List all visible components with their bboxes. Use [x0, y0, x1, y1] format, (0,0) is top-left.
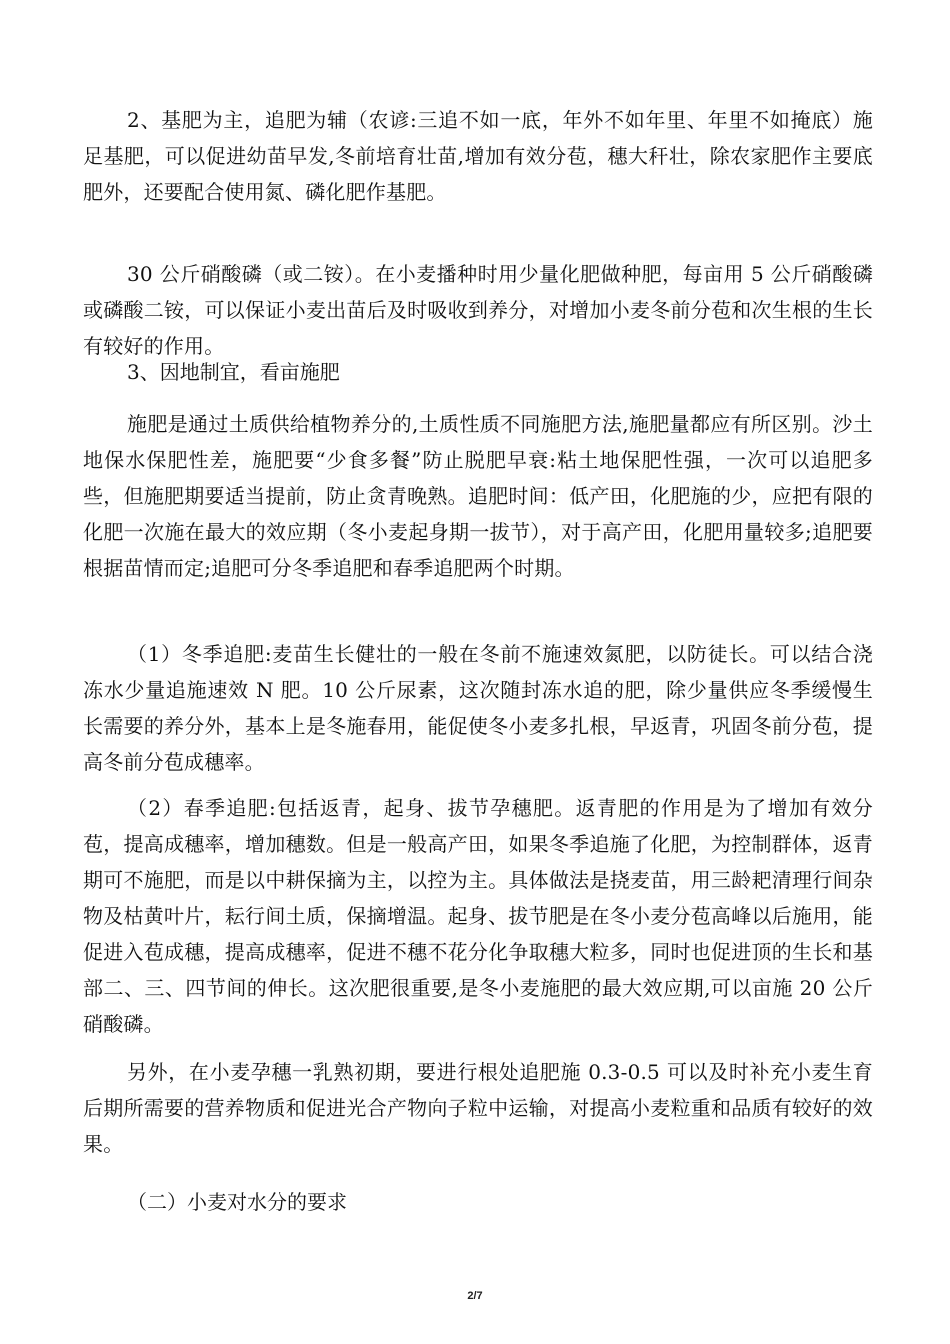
- section-heading-water-requirements: （二）小麦对水分的要求: [127, 1190, 347, 1214]
- paragraph-foliar-fertilizer: 另外，在小麦孕穗一乳熟初期，要进行根处追肥施 0.3-0.5 可以及时补充小麦生育后期所需要的营养物质和促进光合产物向子粒中运输，对提高小麦粒重和品质有较好的效果。: [83, 1060, 873, 1156]
- paragraph-fertilizing-by-soil: 施肥是通过土质供给植物养分的,土质性质不同施肥方法,施肥量都应有所区别。沙土地保水保肥性差，施肥要“少食多餐”防止脱肥早衰:粘土地保肥性强，一次可以追肥多些，但施肥期要适当提前，防止贪青晚熟。追肥时间：低产田，化肥施的少，应把有限的化肥一次施在最大的效应期（冬小麦起身期一拔节），对于高产田，化肥用量较多;追肥要根据苗情而定;追肥可分冬季追肥和春季追肥两个时期。: [83, 412, 873, 580]
- paragraph-seed-fertilizer: 30 公斤硝酸磷（或二铵）。在小麦播种时用少量化肥做种肥，每亩用 5 公斤硝酸磷或磷酸二铵，可以保证小麦出苗后及时吸收到养分，对增加小麦冬前分苞和次生根的生长有较好的作用。: [83, 262, 873, 358]
- paragraph-base-fertilizer: 2、基肥为主，追肥为辅（农谚:三追不如一底，年外不如年里、年里不如掩底）施足基肥，可以促进幼苗早发,冬前培育壮苗,增加有效分苞，穗大秆壮，除农家肥作主要底肥外，还要配合使用氮、磷化肥作基肥。: [83, 108, 873, 204]
- section-heading-site-specific: 3、因地制宜，看亩施肥: [127, 360, 340, 384]
- paragraph-winter-topdressing: （1）冬季追肥:麦苗生长健壮的一般在冬前不施速效氮肥，以防徒长。可以结合浇冻水少量追施速效 N 肥。10 公斤尿素，这次随封冻水追的肥，除少量供应冬季缓慢生长需要的养分外，基本上是冬施春用，能促使冬小麦多扎根，早返青，巩固冬前分苞，提高冬前分苞成穗率。: [83, 642, 873, 774]
- page-number: 2/7: [467, 1290, 483, 1302]
- paragraph-spring-topdressing: （2）春季追肥:包括返青，起身、拔节孕穗肥。返青肥的作用是为了增加有效分苞，提高成穗率，增加穗数。但是一般高产田，如果冬季追施了化肥，为控制群体，返青期可不施肥，而是以中耕保摘为主，以控为主。具体做法是挠麦苗，用三龄耙清理行间杂物及枯黄叶片，耘行间土质，保摘增温。起身、拔节肥是在冬小麦分苞高峰以后施用，能促进入苞成穗，提高成穗率，促进不穗不花分化争取穗大粒多，同时也促进顶的生长和基部二、三、四节间的伸长。这次肥很重要,是冬小麦施肥的最大效应期,可以亩施 20 公斤硝酸磷。: [83, 796, 873, 1036]
